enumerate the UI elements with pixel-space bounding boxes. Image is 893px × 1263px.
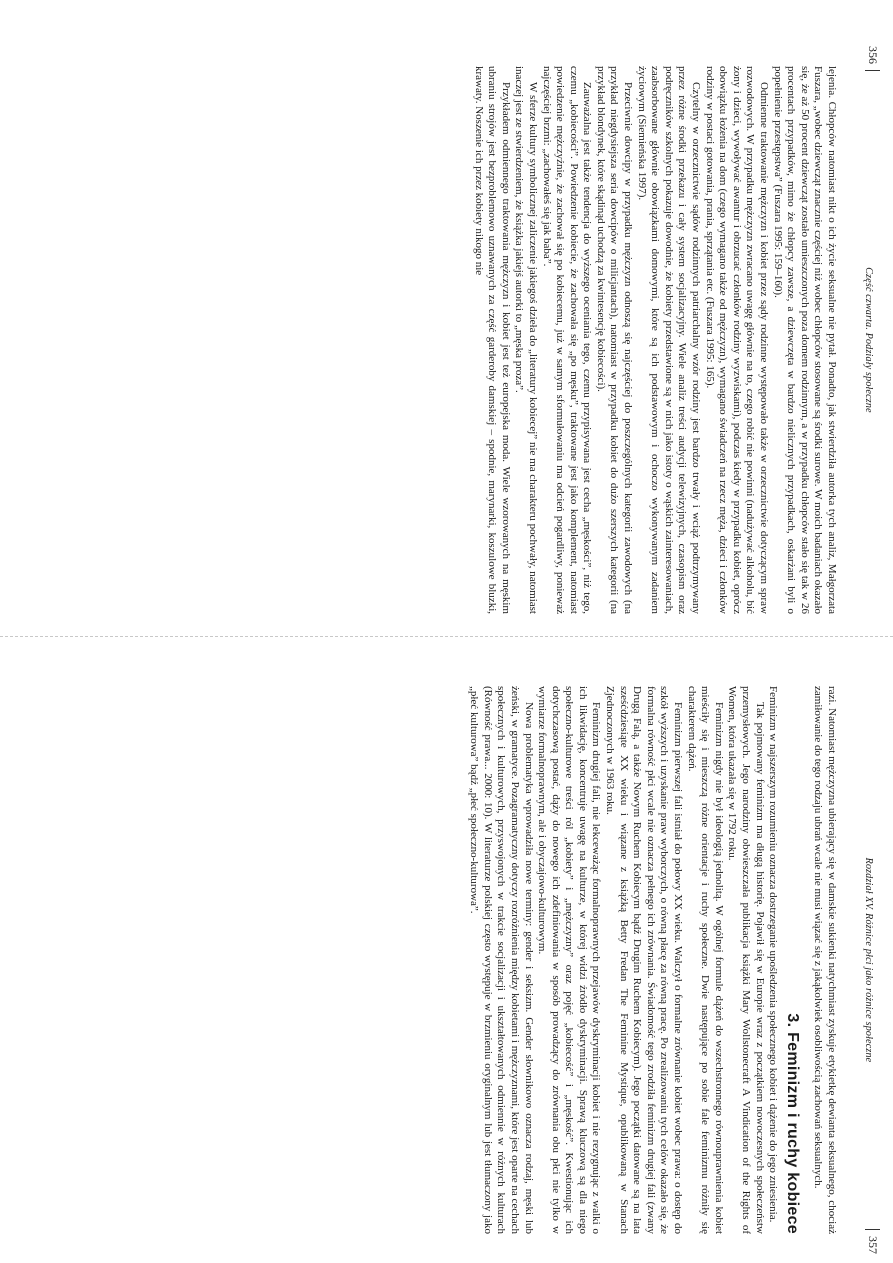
paragraph: Nowa problematyka wprowadziła nowe terminy: gender i seksizm. Gender słownikowo oznacza rodzaj, męski lub żeński, w gramatyce. Pozagramatyczny dotyczy rozróżnienia między kobietami i mężczyznami, które jest oparte na cechach społecznych i kulturowych, przyswojonych w trakcie socjalizacji i ukształtowanych odmiennie w różnych kulturach (Równość prawa... 2000: 10). W literaturze polskiej często występuje w brzmieniu oryginalnym lub jest tłumaczony jako „płeć kulturowa” bądź „płeć społeczno-kulturowa”. <box>468 686 535 1234</box>
body-text <box>467 686 838 1234</box>
paragraph: Feminizm pierwszej fali istniał do połowy XX wieku. Walczył o formalne zrównanie kobiet wobec prawa: o dostęp do szkół wyższych i uzyskanie praw wyborczych, o równą płacę za równą pracę. Po zrealizowaniu tych celów okazało się, że formalna równość płci wcale nie oznacza pełnego ich zrównania. Świadomość tego zrodziła feminizm drugiej fali (zwany Drugą Falą, a także Nowym Ruchem Kobiecym bądź Drugim Ruchem Kobiecym). Jego początki datowane są na lata sześćdziesiąte XX wieku i wiązane z książką Betty Fredan The Feminine Mystique, opublikowaną w Stanach Zjednoczonych w 1963 roku. <box>604 686 685 1234</box>
paragraph: Zauważalna jest także tendencja do wyższego oceniania tego, czemu przypisywana jest cecha „męskości”, niż tego, czemu „kobiecości”. Powiedzenie kobiecie, że zachowała się „po męsku”, traktowane jest jako komplement, natomiast powiedzenie mężczyźnie, że zachował się po kobiecemu, już w samym sformułowaniu ma odcień pogardliwy, ponieważ najczęściej brzmi: „zachowałeś się jak baba”. <box>540 66 594 614</box>
running-head: Część czwarta. Podziały społeczne <box>863 267 874 413</box>
right-page <box>468 660 888 1260</box>
paragraph: Feminizm w najszerszym rozumieniu oznacza dostrzeganie upośledzenia społecznego kobiet i dążenie do jego zniesienia. <box>767 686 780 1223</box>
section-heading: 3. Feminizm i ruchy kobiece <box>783 1013 801 1234</box>
paragraph: lejenia. Chłopców natomiast nikt o ich życie seksualne nie pytał. Ponadto, jak stwierdziła autorka tych analiz, Małgorzata Fuszara, „wobec dziewcząt znacznie częściej niż wobec chłopców stosowane są środki surowe. W moich badaniach okazało się, że aż 50 procent dziewcząt zostało umieszczonych poza domem rodzinnym, a w przypadku chłopców stało się tak w 26 procentach przypadków, mimo że chłopcy zawsze, a dziewczęta w bardzo nielicznych przypadkach, oskarżani byli o popełnienie przestępstwa” (Fuszara 1995: 159–160). <box>771 66 838 614</box>
running-head: Rozdział XV. Różnice płci jako różnice społeczne <box>863 857 874 1063</box>
paragraph: Tak pojmowany feminizm ma długą historię. Pojawił się w Europie wraz z początkiem nowoczesnych społeczeństw przemysłowych. Jego narodziny obwieszczała publikacja książki Mary Wollstonecraft A Vindication of the Rights of Women, która ukazała się w 1792 roku. <box>726 686 766 1234</box>
paragraph: razi. Natomiast mężczyzna ubierający się w damskie sukienki natychmiast zyskuje etykietkę dewianta seksualnego, chociaż zamiłowanie do tego rodzaju ubrań wcale nie musi wiązać się z jakąkolwiek osobliwością zachowań seksualnych. <box>812 686 838 1234</box>
paragraph: Czytelny w orzecznictwie sądów rodzinnych patriarchalny wzór rodziny jest bardzo trwały i wciąż podtrzymywany przez różne środki przekazu i cały system socjalizacyjny. Wiele analiz treści audycji telewizyjnych, czasopism oraz podręczników szkolnych pokazuje dowodnie, że kobiety przedstawione są w nich jako istoty o wąskich zainteresowaniach, zaabsorbowane głównie obowiązkami domowymi, które są ich podstawowym i ochoczo wykonywanym zadaniem życiowym (Siemieńska 1997). <box>635 66 703 614</box>
paragraph: Przykładem odmiennego traktowania mężczyzn i kobiet jest też europejska moda. Wiele wzorowanych na męskim ubraniu strojów jest bezproblemowo uznawanych za część garderoby damskiej – spodnie, marynarki, koszulowe bluzki, krawaty. Noszenie ich przez kobiety nikogo nie <box>472 66 512 614</box>
paragraph: Feminizm nigdy nie był ideologią jednolitą. W ogólnej formule dążeń do wszechstronnego równouprawnienia kobiet mieściły się i mieszczą różne orientacje i ruchy społeczne. Dwie następujące po sobie fale feminizmu różniły się charakterem dążeń. <box>685 686 725 1234</box>
paragraph: Przeciwnie dowcipy w przypadku mężczyzn odnoszą się najczęściej do poszczególnych kategorii zawodowych (na przykład niegdysiejsza seria dowcipów o milicjantach), natomiast w przypadku kobiet do dużo szerszych kategorii (na przykład blondynek, które skądinąd uchodzą za kwintesencję kobiecości). <box>594 66 635 614</box>
page-number: 356 <box>865 46 880 71</box>
paragraph: Odmienne traktowanie mężczyzn i kobiet przez sądy rodzinne występowało także w orzecznictwie dotyczącym spraw rozwodowych. W przypadku mężczyzn zwracano uwagę głównie na to, czego robić nie powinni (nadużywać alkoholu, bić żony i dzieci, wywoływać awantur i obrzucać członków rodziny wyzwiskami), podczas kiedy w przypadku kobiet, oprócz obowiązku łożenia na dom (czego wymagano także od mężczyzn), wymagano świadczeń na rzecz męża, dzieci i członków rodziny w postaci gotowania, prania, sprzątania etc. (Fuszara 1995: 165). <box>703 66 771 614</box>
paragraph: W sferze kultury symbolicznej zaliczenie jakiegoś dzieła do „literatury kobiecej” nie ma charakteru pochwały, natomiast inaczej jest ze stwierdzeniem, że książka jakiejś autorki to „męska proza”. <box>513 66 539 614</box>
left-page <box>468 40 888 640</box>
page-number: 357 <box>865 1229 880 1254</box>
paragraph: Feminizm drugiej fali, nie lekceważąc formalnoprawnych przejawów dyskryminacji kobiet i nie rezygnując z walki o ich likwidację, koncentruje uwagę na kulturze, w której widzi źródło dyskryminacji. Sprawą kluczową są dla niego społeczno-kulturowe treści ról „kobiety” i „mężczyzny” oraz pojęć „kobiecość” i „męskość”. Kwestionując ich dotychczasową postać, dąży do nowego ich zdefiniowania w sposób prowadzący do zrównania obu płci nie tylko w wymiarze formalnoprawnym, ale i obyczajowo-kulturowym. <box>536 686 603 1234</box>
body-text <box>471 66 838 614</box>
